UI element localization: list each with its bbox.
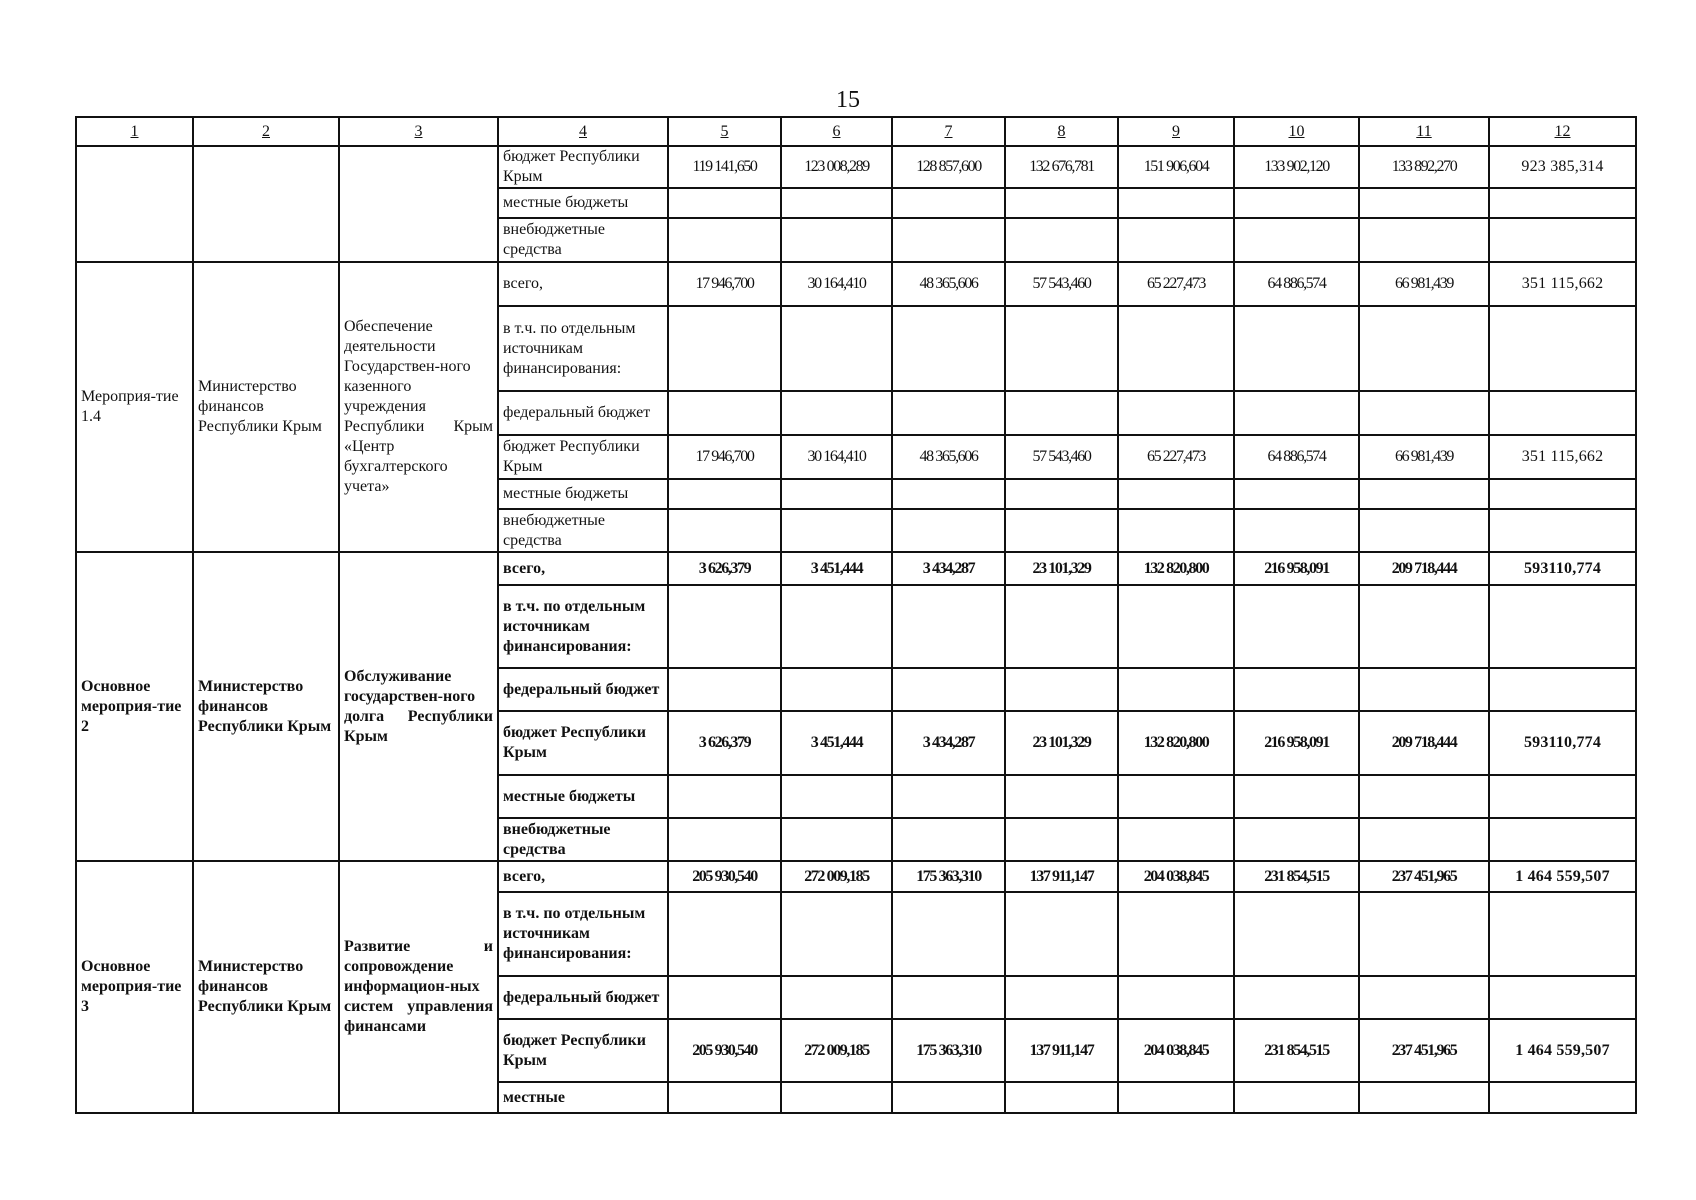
value-cell: 66 981,439 bbox=[1359, 435, 1489, 479]
value-cell: 133 902,120 bbox=[1234, 146, 1359, 188]
total-cell: 351 115,662 bbox=[1489, 435, 1636, 479]
value-cell: 64 886,574 bbox=[1234, 262, 1359, 306]
value-cell: 3 451,444 bbox=[781, 711, 892, 775]
value-cell: 57 543,460 bbox=[1005, 435, 1118, 479]
funding-source: всего, bbox=[498, 861, 668, 892]
funding-source: всего, bbox=[498, 262, 668, 306]
column-header: 10 bbox=[1234, 117, 1359, 146]
event-cell bbox=[76, 146, 193, 262]
value-cell: 216 958,091 bbox=[1234, 711, 1359, 775]
table-row bbox=[76, 262, 1636, 306]
column-header: 2 bbox=[193, 117, 339, 146]
column-number-row bbox=[76, 117, 1636, 146]
value-cell: 175 363,310 bbox=[892, 861, 1005, 892]
value-cell: 209 718,444 bbox=[1359, 552, 1489, 585]
executor-name: Министерство финансов Республики Крым bbox=[193, 552, 339, 861]
value-cell: 231 854,515 bbox=[1234, 1019, 1359, 1082]
value-cell: 23 101,329 bbox=[1005, 552, 1118, 585]
value-cell: 48 365,606 bbox=[892, 435, 1005, 479]
value-cell: 48 365,606 bbox=[892, 262, 1005, 306]
value-cell: 132 820,800 bbox=[1118, 711, 1234, 775]
column-header: 6 bbox=[781, 117, 892, 146]
value-cell: 23 101,329 bbox=[1005, 711, 1118, 775]
funding-source: в т.ч. по отдельным источникам финансирования: bbox=[498, 585, 668, 668]
total-cell: 351 115,662 bbox=[1489, 262, 1636, 306]
value-cell: 237 451,965 bbox=[1359, 861, 1489, 892]
funding-source: бюджет Республики Крым bbox=[498, 711, 668, 775]
funding-source: федеральный бюджет bbox=[498, 668, 668, 711]
event-description: Развитие и сопровождение информацион-ных систем управления финансами bbox=[339, 861, 498, 1113]
page-number: 15 bbox=[836, 87, 860, 113]
value-cell: 204 038,845 bbox=[1118, 861, 1234, 892]
financing-table bbox=[75, 116, 1637, 1114]
event-name: Основное мероприя-тие 2 bbox=[76, 552, 193, 861]
value-cell: 205 930,540 bbox=[668, 861, 781, 892]
value-cell: 137 911,147 bbox=[1005, 1019, 1118, 1082]
value-cell: 3 434,287 bbox=[892, 552, 1005, 585]
value-cell: 119 141,650 bbox=[668, 146, 781, 188]
value-cell: 123 008,289 bbox=[781, 146, 892, 188]
funding-source: внебюджетные средства bbox=[498, 218, 668, 262]
value-cell: 216 958,091 bbox=[1234, 552, 1359, 585]
value-cell: 3 626,379 bbox=[668, 552, 781, 585]
value-cell: 272 009,185 bbox=[781, 1019, 892, 1082]
funding-source: всего, bbox=[498, 552, 668, 585]
funding-source: в т.ч. по отдельным источникам финансирования: bbox=[498, 892, 668, 976]
value-cell: 65 227,473 bbox=[1118, 262, 1234, 306]
total-cell: 593110,774 bbox=[1489, 711, 1636, 775]
value-cell: 272 009,185 bbox=[781, 861, 892, 892]
value-cell: 3 434,287 bbox=[892, 711, 1005, 775]
value-cell: 17 946,700 bbox=[668, 262, 781, 306]
event-description: Обслуживание государствен-ного долга Республики Крым bbox=[339, 552, 498, 861]
value-cell: 132 676,781 bbox=[1005, 146, 1118, 188]
value-cell: 205 930,540 bbox=[668, 1019, 781, 1082]
value-cell: 209 718,444 bbox=[1359, 711, 1489, 775]
value-cell: 30 164,410 bbox=[781, 435, 892, 479]
column-header: 7 bbox=[892, 117, 1005, 146]
event-name: Основное мероприя-тие 3 bbox=[76, 861, 193, 1113]
value-cell: 3 451,444 bbox=[781, 552, 892, 585]
value-cell: 132 820,800 bbox=[1118, 552, 1234, 585]
funding-source: местные bbox=[498, 1082, 668, 1113]
funding-source: внебюджетные средства bbox=[498, 509, 668, 552]
funding-source: в т.ч. по отдельным источникам финансирования: bbox=[498, 306, 668, 391]
column-header: 3 bbox=[339, 117, 498, 146]
value-cell: 231 854,515 bbox=[1234, 861, 1359, 892]
table-row bbox=[76, 552, 1636, 585]
value-cell: 3 626,379 bbox=[668, 711, 781, 775]
column-header: 1 bbox=[76, 117, 193, 146]
funding-source: бюджет Республики Крым bbox=[498, 1019, 668, 1082]
column-header: 11 bbox=[1359, 117, 1489, 146]
column-header: 9 bbox=[1118, 117, 1234, 146]
description-cell bbox=[339, 146, 498, 262]
total-cell: 923 385,314 bbox=[1489, 146, 1636, 188]
value-cell: 128 857,600 bbox=[892, 146, 1005, 188]
table-row bbox=[76, 861, 1636, 892]
total-cell: 593110,774 bbox=[1489, 552, 1636, 585]
funding-source: бюджет Республики Крым bbox=[498, 435, 668, 479]
value-cell: 57 543,460 bbox=[1005, 262, 1118, 306]
funding-source: внебюджетные средства bbox=[498, 818, 668, 861]
column-header: 5 bbox=[668, 117, 781, 146]
executor-name: Министерство финансов Республики Крым bbox=[193, 262, 339, 552]
value-cell: 137 911,147 bbox=[1005, 861, 1118, 892]
value-cell: 175 363,310 bbox=[892, 1019, 1005, 1082]
event-description: Обеспечение деятельности Государствен-ного казенного учреждения Республики Крым «Центр бухгалтерского учета» bbox=[339, 262, 498, 552]
funding-source: федеральный бюджет bbox=[498, 391, 668, 435]
funding-source: федеральный бюджет bbox=[498, 976, 668, 1019]
value-cell: 204 038,845 bbox=[1118, 1019, 1234, 1082]
executor-cell bbox=[193, 146, 339, 262]
value-cell: 65 227,473 bbox=[1118, 435, 1234, 479]
value-cell: 30 164,410 bbox=[781, 262, 892, 306]
value-cell: 17 946,700 bbox=[668, 435, 781, 479]
value-cell: 64 886,574 bbox=[1234, 435, 1359, 479]
funding-source: местные бюджеты bbox=[498, 479, 668, 509]
funding-source: бюджет Республики Крым bbox=[498, 146, 668, 188]
table-row bbox=[76, 146, 1636, 188]
executor-name: Министерство финансов Республики Крым bbox=[193, 861, 339, 1113]
column-header: 4 bbox=[498, 117, 668, 146]
funding-source: местные бюджеты bbox=[498, 188, 668, 218]
value-cell: 66 981,439 bbox=[1359, 262, 1489, 306]
event-name: Мероприя-тие 1.4 bbox=[76, 262, 193, 552]
value-cell: 237 451,965 bbox=[1359, 1019, 1489, 1082]
value-cell: 133 892,270 bbox=[1359, 146, 1489, 188]
value-cell: 151 906,604 bbox=[1118, 146, 1234, 188]
total-cell: 1 464 559,507 bbox=[1489, 861, 1636, 892]
column-header: 8 bbox=[1005, 117, 1118, 146]
column-header: 12 bbox=[1489, 117, 1636, 146]
total-cell: 1 464 559,507 bbox=[1489, 1019, 1636, 1082]
funding-source: местные бюджеты bbox=[498, 775, 668, 818]
